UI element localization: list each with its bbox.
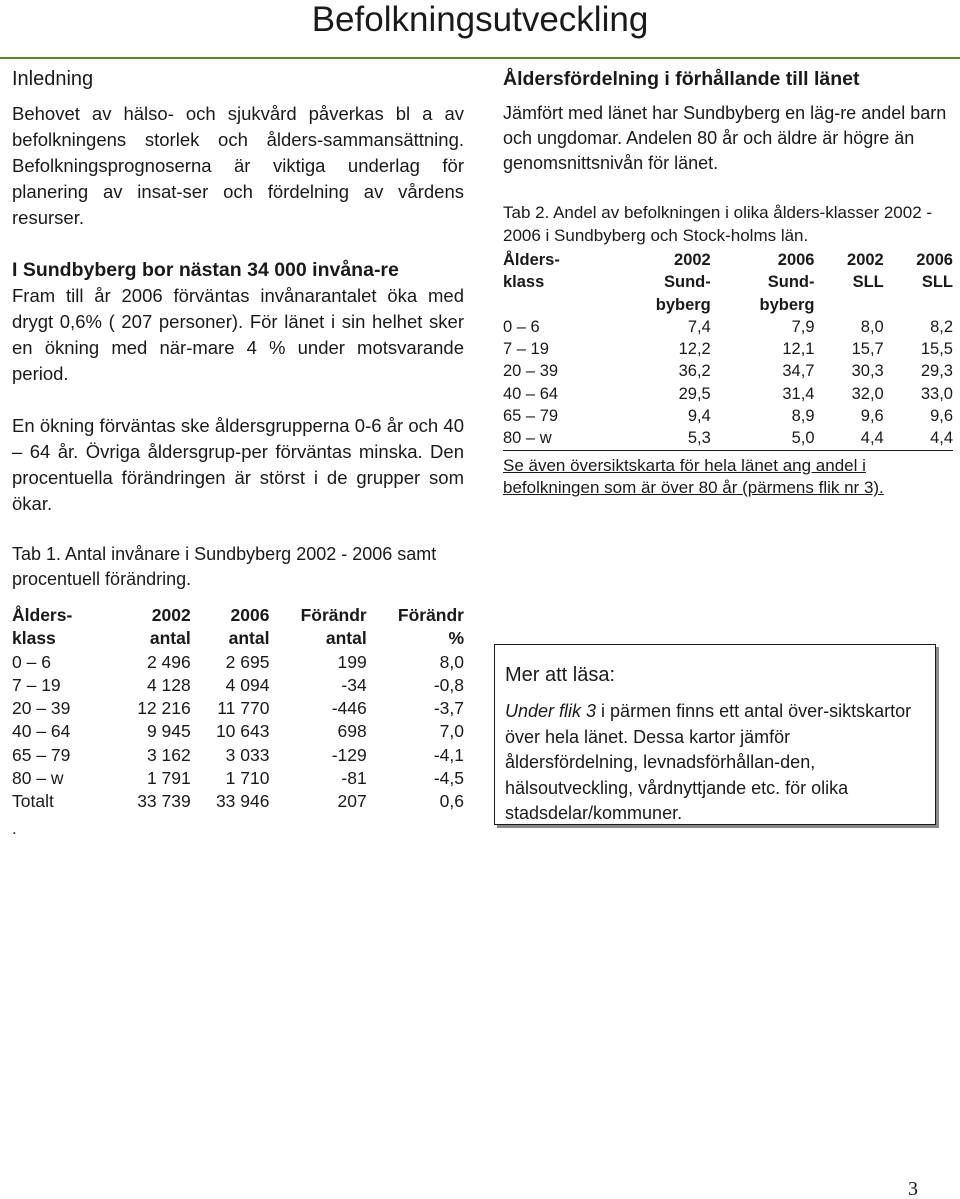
table-cell: 9,4 <box>687 407 711 426</box>
table-cell: 8,0 <box>860 317 884 336</box>
table-cell: 0 – 6 <box>12 651 51 672</box>
page-title: Befolkningsutveckling <box>311 0 649 39</box>
further-reading-body: i pärmen finns ett antal över-siktskartor över hela länet. Dessa kartor jämför åldersfördelning, levnadsförhållan-den, hälsoutveckling, vårdnyttjande etc. för olika stadsdelar/kommuner. <box>505 701 912 823</box>
table-cell: 20 – 39 <box>503 362 559 381</box>
table-cell: -4,5 <box>433 768 464 789</box>
tab2-caption: Tab 2. Andel av befolkningen i olika ålders-klasser 2002 - 2006 i Sundbyberg och Stock-holms län. <box>503 203 933 245</box>
table-row <box>12 697 464 720</box>
table-cell: 2 496 <box>146 651 191 672</box>
further-reading-tab-reference: Under flik 3 <box>505 701 597 721</box>
table-cell: 8,0 <box>439 651 464 672</box>
table-cell: 199 <box>337 651 367 672</box>
table-cell: 80 – w <box>503 427 607 450</box>
table-cell: 5,0 <box>711 427 815 450</box>
tab1-caption: Tab 1. Antal invånare i Sundbyberg 2002 - 2006 samt procentuell förändring. <box>12 544 437 589</box>
table-cell: 33 946 <box>215 791 270 812</box>
column-header-2002-sundbyberg: 2002 Sund- byberg <box>655 251 711 314</box>
table-row <box>12 651 464 674</box>
further-reading-text <box>505 699 925 827</box>
table-cell: Totalt <box>12 791 54 812</box>
table-cell: 8,2 <box>930 317 953 336</box>
table-row <box>12 744 464 767</box>
intro-heading: Inledning <box>12 68 94 90</box>
table-cell: 65 – 79 <box>12 744 71 765</box>
table-cell: 12,2 <box>678 340 711 359</box>
age-distribution-heading: Åldersfördelning i förhållande till länet <box>503 68 860 90</box>
table-cell: 5,3 <box>607 427 711 450</box>
table-cell: -3,7 <box>433 698 464 719</box>
table-cell: 65 – 79 <box>503 407 559 426</box>
see-also-link[interactable]: Se även översiktskarta för hela länet ang andel i befolkningen som är över 80 år (pärmens flik nr 3). <box>503 455 884 498</box>
table-cell: 2 695 <box>225 651 270 672</box>
column-header-2006-sundbyberg: 2006 Sund- byberg <box>759 251 815 314</box>
table-row <box>503 405 953 427</box>
table-cell: -34 <box>341 674 367 695</box>
table-header-row <box>503 249 953 316</box>
table-row <box>12 767 464 790</box>
table-cell: 20 – 39 <box>12 698 71 719</box>
column-header-age: Ålders- klass <box>12 605 73 649</box>
table-cell: 12 216 <box>137 698 191 719</box>
table-cell: 3 033 <box>225 744 270 765</box>
column-header-2002-sll: 2002 SLL <box>847 251 884 292</box>
page-header <box>0 0 960 58</box>
table-cell: 7,4 <box>687 317 711 336</box>
table-cell: 15,5 <box>920 340 953 359</box>
left-column <box>12 64 464 840</box>
table-cell: 32,0 <box>851 384 884 403</box>
table-cell: 7,0 <box>439 721 464 742</box>
table-cell: 4 094 <box>225 674 270 695</box>
table-cell: 34,7 <box>782 362 815 381</box>
table-row <box>503 427 953 450</box>
table-cell: 40 – 64 <box>12 721 71 742</box>
further-reading-title: Mer att läsa: <box>505 664 616 686</box>
age-distribution-paragraph: Jämfört med länet har Sundbyberg en läg-re andel barn och ungdomar. Andelen 80 år och äldre är högre än genomsnittsnivån för länet. <box>503 103 947 173</box>
table-cell: 80 – w <box>12 768 64 789</box>
residents-paragraph: Fram till år 2006 förväntas invånarantalet öka med drygt 0,6% ( 207 personer). För länet i sin helhet sker en ökning med när-mare 4 % under motsvarande period. <box>12 285 464 384</box>
column-header-change-percent: Förändr % <box>397 605 464 649</box>
table-cell: -81 <box>341 768 367 789</box>
table-cell: -129 <box>331 744 367 765</box>
change-paragraph: En ökning förväntas ske åldersgrupperna 0-6 år och 40 – 64 år. Övriga åldersgrup-per förväntas minska. Den procentuella förändringen är störst i de grupper som ökar. <box>12 415 464 514</box>
table-cell: 29,3 <box>920 362 953 381</box>
right-column <box>503 64 953 500</box>
table-cell: 31,4 <box>782 384 815 403</box>
table-cell: 3 162 <box>146 744 191 765</box>
table-cell: 698 <box>337 721 367 742</box>
table-cell: 11 770 <box>217 698 270 719</box>
table-cell: 30,3 <box>851 362 884 381</box>
table-cell: 12,1 <box>782 340 815 359</box>
header-divider <box>0 57 960 59</box>
table-total-row <box>12 790 464 813</box>
table-row <box>503 360 953 382</box>
table-cell: 1 791 <box>146 768 191 789</box>
table-cell: 7 – 19 <box>503 340 549 359</box>
table-cell: 1 710 <box>225 768 270 789</box>
population-table <box>12 604 464 814</box>
table-footnote: . <box>12 818 17 838</box>
table-cell: 9,6 <box>930 407 953 426</box>
table-cell: 29,5 <box>678 384 711 403</box>
table-cell: 4 128 <box>146 674 191 695</box>
intro-paragraph: Behovet av hälso- och sjukvård påverkas bl a av befolkningens storlek och ålders-sammansättning. Befolkningsprognoserna är viktiga underlag för planering av insat-ser och fördelning av vårdens resurser. <box>12 103 464 228</box>
table-header-row <box>12 604 464 651</box>
age-share-table <box>503 249 953 451</box>
table-row <box>503 316 953 338</box>
table-cell: -0,8 <box>433 674 464 695</box>
table-cell: 0,6 <box>439 791 464 812</box>
column-header-2006-sll: 2006 SLL <box>916 251 953 292</box>
table-cell: 207 <box>337 791 367 812</box>
table-row <box>503 383 953 405</box>
table-row <box>12 720 464 743</box>
table-cell: 40 – 64 <box>503 384 559 403</box>
table-cell: 33,0 <box>920 384 953 403</box>
table-cell: 7 – 19 <box>12 674 61 695</box>
table-cell: 7,9 <box>791 317 815 336</box>
table-row <box>503 338 953 360</box>
table-row <box>12 674 464 697</box>
table-cell: 9 945 <box>146 721 191 742</box>
table-cell: 4,4 <box>884 427 953 450</box>
column-header-change-count: Förändr antal <box>300 605 367 649</box>
table-cell: 9,6 <box>860 407 884 426</box>
table-cell: 15,7 <box>851 340 884 359</box>
table-cell: 10 643 <box>215 721 270 742</box>
table-cell: 4,4 <box>815 427 884 450</box>
table-cell: 0 – 6 <box>503 317 540 336</box>
residents-heading: I Sundbyberg bor nästan 34 000 invåna-re <box>12 259 399 281</box>
column-header-2002: 2002 antal <box>149 605 191 649</box>
column-header-2006: 2006 antal <box>228 605 270 649</box>
table-cell: -446 <box>331 698 367 719</box>
page-number: 3 <box>908 1178 918 1199</box>
column-header-age: Ålders- klass <box>503 251 560 292</box>
table-cell: 8,9 <box>791 407 815 426</box>
table-cell: -4,1 <box>433 744 464 765</box>
table-cell: 36,2 <box>678 362 711 381</box>
table-cell: 33 739 <box>137 791 191 812</box>
further-reading-box <box>494 644 936 825</box>
